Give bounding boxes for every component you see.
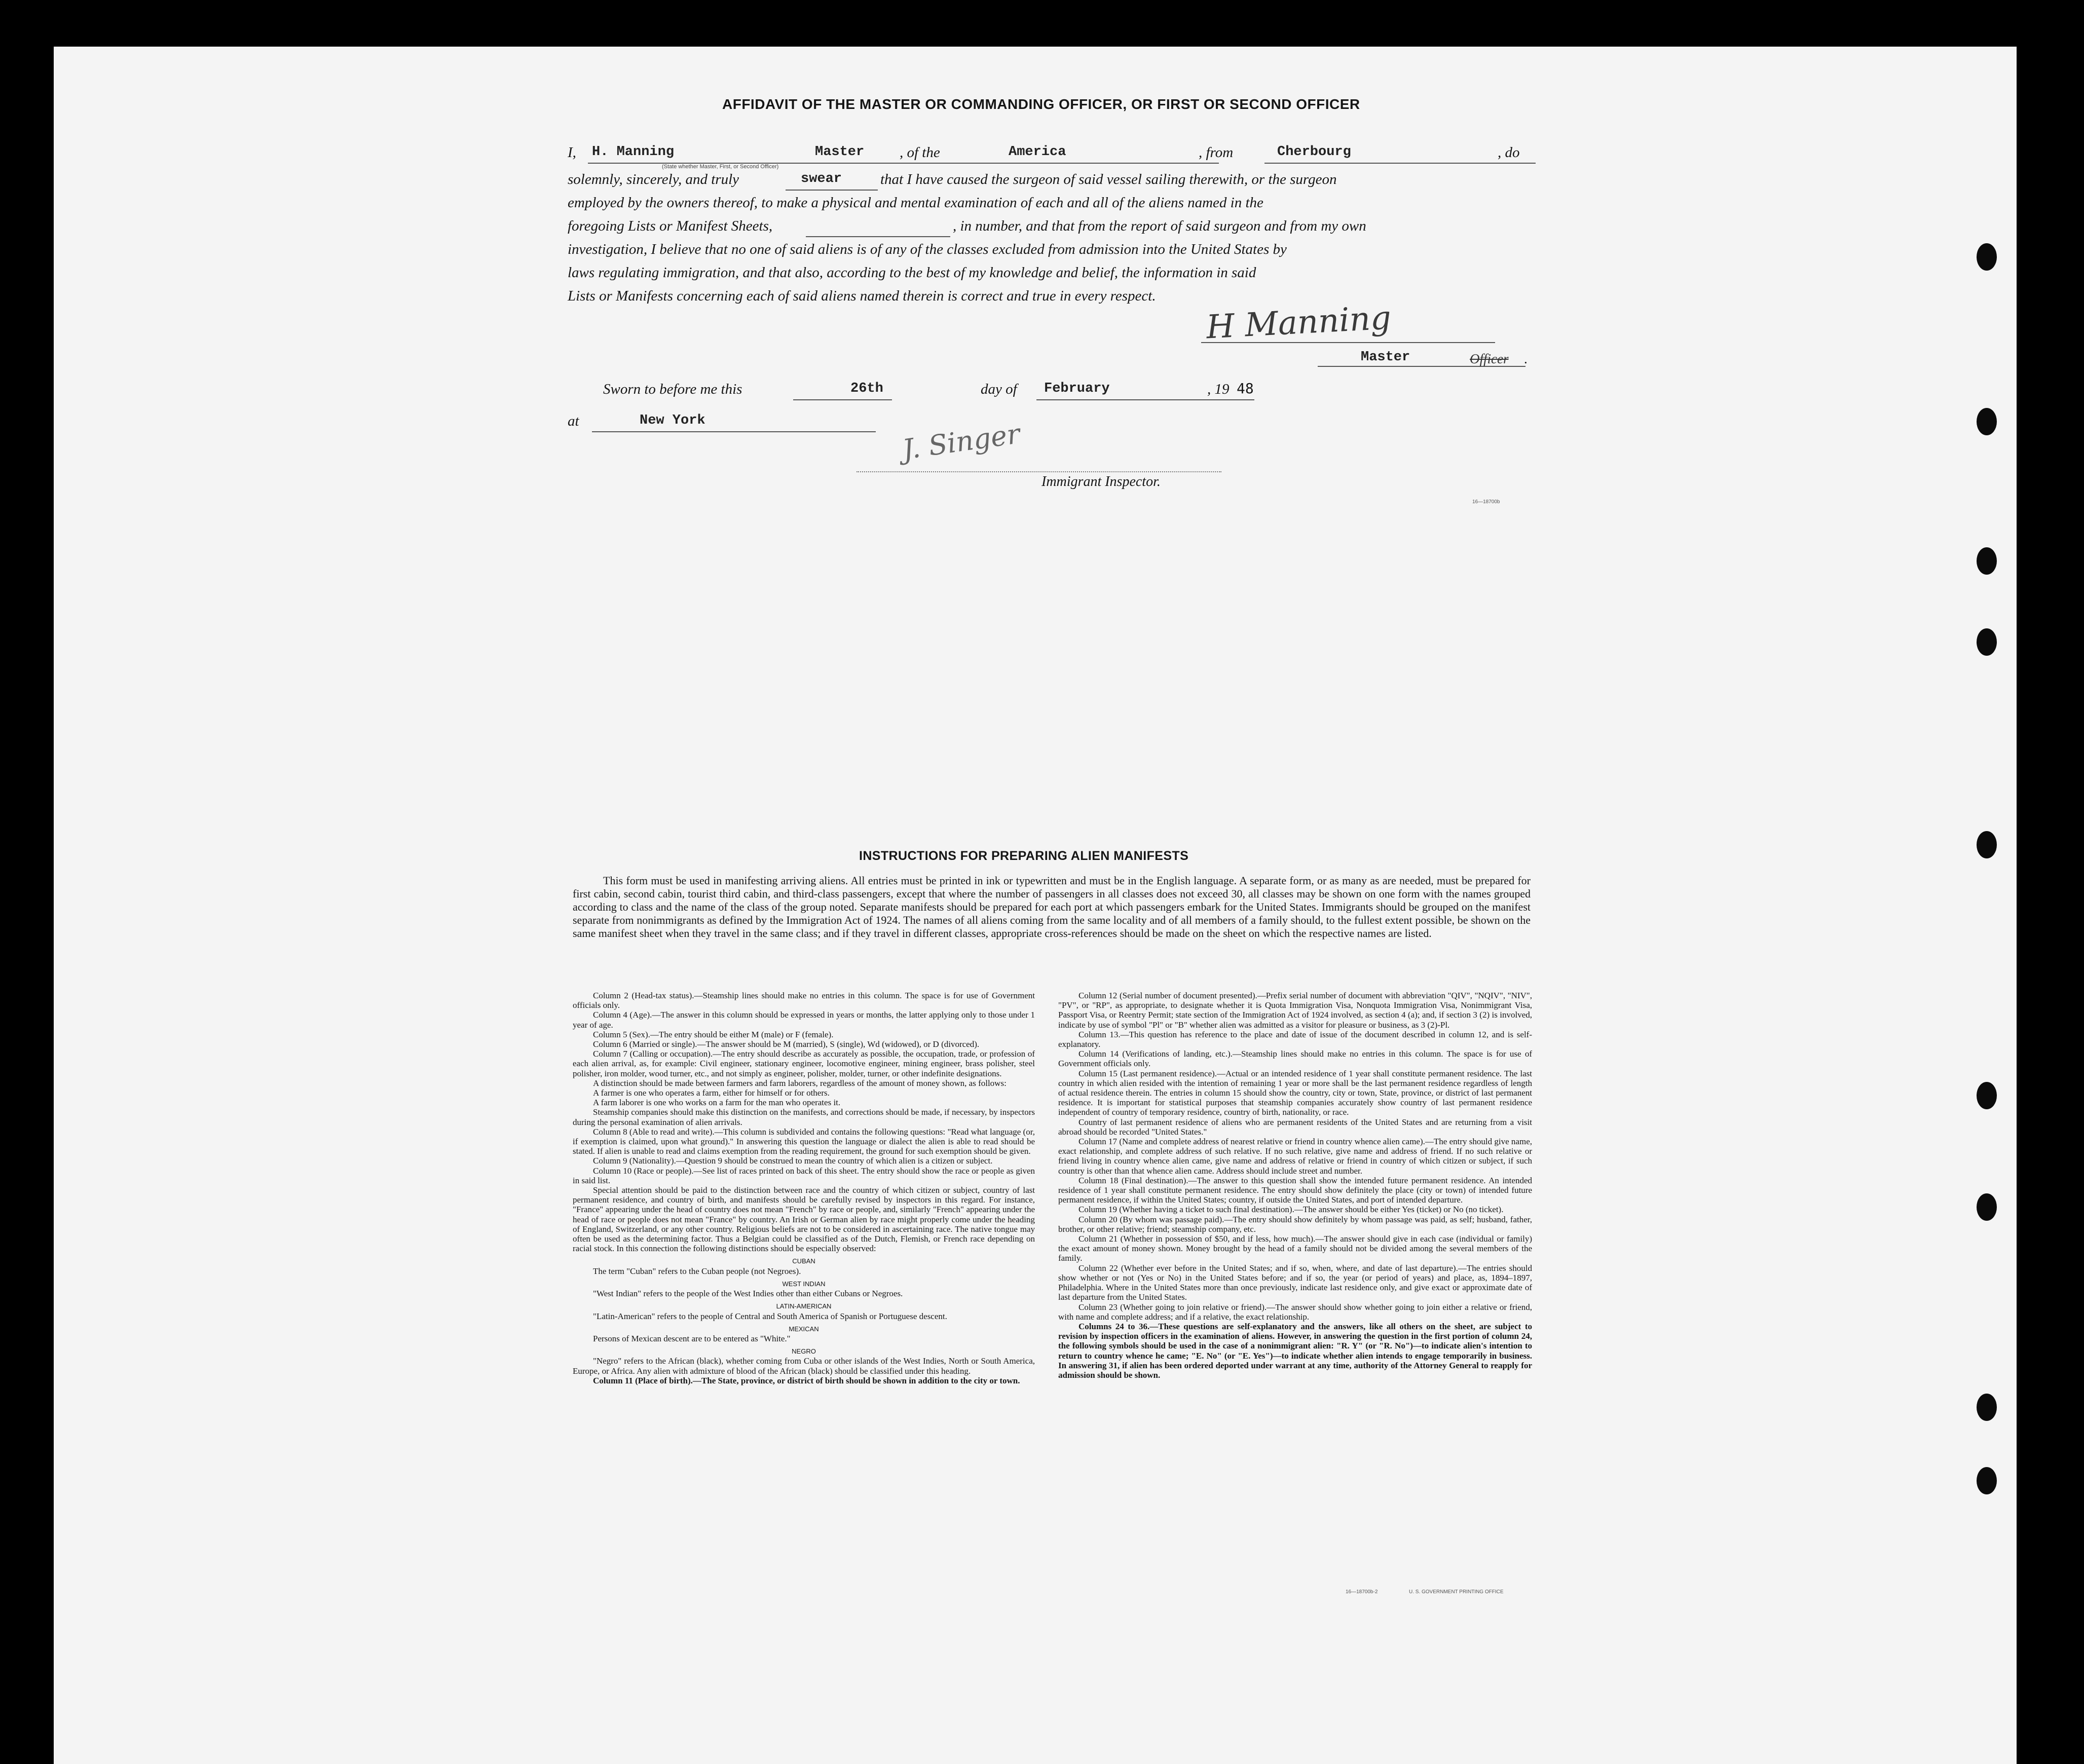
instructions-title: INSTRUCTIONS FOR PREPARING ALIEN MANIFESTS (859, 849, 1189, 863)
instruction-paragraph: Column 4 (Age).—The answer in this column should be expressed in years or months, the latter applying only to those under 1 year of age. (573, 1010, 1035, 1030)
binder-hole (1977, 408, 1997, 435)
at-label: at (568, 413, 579, 429)
footer-printer: U. S. GOVERNMENT PRINTING OFFICE (1409, 1589, 1504, 1595)
instructions-intro: This form must be used in manifesting arriving aliens. All entries must be printed in ink or typewritten and must be in the English language. A separate form, or as many as are needed, must be prepared for first cabin, second cabin, tourist third cabin, and third-class passengers, except that where the number of passengers in all classes does not exceed 30, all classes may be shown on one form with the names grouped according to class and the name of the class of the group noted. Separate manifests should be prepared for each port at which passengers embark for the United States. Immigrants should be grouped on the manifest separate from nonimmigrants as defined by the Immigration Act of 1924. The names of all aliens coming from the same locality and of all members of a family should, to the fullest extent possible, be shown on the same manifest sheet when they travel in the same class; and if they travel in different classes, appropriate cross-references should be made on the sheet on which the respective names are listed. (573, 874, 1531, 940)
definition-text: Persons of Mexican descent are to be entered as "White." (593, 1333, 791, 1343)
instruction-paragraph: Steamship companies should make this distinction on the manifests, and corrections should be made, if necessary, by inspectors during the personal examination of alien arrivals. (573, 1107, 1035, 1127)
affidavit-line-4 (568, 218, 1531, 240)
footer-code: 16—18700b-2 (1346, 1589, 1378, 1595)
definition-heading: CUBAN (792, 1257, 815, 1265)
instruction-paragraph: Column 13.—This question has reference to the place and date of issue of the document described in column 12, and is self-explanatory. (1058, 1029, 1532, 1049)
instruction-paragraph: Column 5 (Sex).—The entry should be either M (male) or F (female). (593, 1029, 834, 1039)
line2-end: that I have caused the surgeon of said vessel sailing therewith, or the surgeon (880, 171, 1337, 187)
line4-end: , in number, and that from the report of said surgeon and from my own (953, 218, 1366, 234)
day-underline (793, 399, 892, 400)
vessel-name: America (1009, 144, 1066, 160)
instruction-paragraph: Column 14 (Verifications of landing, etc.).—Steamship lines should make no entries in this column. The space is for use of Government officials only. (1058, 1049, 1532, 1069)
definition-heading: MEXICAN (789, 1325, 819, 1333)
affidavit-line-3: employed by the owners thereof, to make a physical and mental examination of each and all of the aliens named in the (568, 195, 1263, 211)
month-underline (1036, 399, 1254, 400)
day-of-label: day of (981, 381, 1017, 397)
affidavit-line-7: Lists or Manifests concerning each of said aliens named therein is correct and true in every respect. (568, 288, 1156, 304)
instruction-paragraph: Column 21 (Whether in possession of $50, and if less, how much).—The answer should give in each case (individual or family) the exact amount of money shown. Money brought by the head of a family should not be divided among the several members of the family. (1058, 1234, 1532, 1263)
sig-title-struck: Officer (1470, 351, 1509, 366)
binder-hole (1977, 1394, 1997, 1421)
sworn-place: New York (640, 413, 705, 428)
instruction-paragraph: Column 18 (Final destination).—The answer to this question shall show the intended future permanent residence. An intended residence of 1 year shall constitute permanent residence. The entry should show definitely the place (city or town) of intended future permanent residence, if within the United States; country, if outside the United States, and port of intended departure. (1058, 1175, 1532, 1205)
instruction-paragraph: Column 19 (Whether having a ticket to such final destination).—The answer should be either Yes (ticket) or No (no ticket). (1078, 1205, 1504, 1215)
binder-hole (1977, 628, 1997, 656)
port-underline (1264, 163, 1536, 164)
instruction-paragraph: Column 9 (Nationality).—Question 9 should be construed to mean the country of which alien is a citizen or subject. (593, 1156, 993, 1166)
vessel-underline (965, 163, 1219, 164)
instruction-paragraph: A farm laborer is one who works on a farm for the man who operates it. (593, 1098, 841, 1108)
instruction-paragraph: Columns 24 to 36.—These questions are self-explanatory and the answers, like all others on the sheet, are subject to revision by inspection officers in the examination of aliens. However, in answering the question in the first portion of column 24, the following symbols should be used in the case of a nonimmigrant alien: "R. Y" (or "R. No")—to indicate alien's intention to return to country whence he came; "E. No" (or "E. Yes")—to indicate whether alien intends to engage temporarily in business. In answering 31, if alien has been ordered deported under warrant at any time, authority of the Attorney General to reapply for admission should be shown. (1058, 1321, 1532, 1380)
instruction-paragraph: Column 15 (Last permanent residence).—Actual or an intended residence of 1 year shall constitute permanent residence. The last country in which alien resided with the intention of remaining 1 year or more shall be the last permanent residence regardless of length of actual residence therein. The entries in column 15 should show the country, city or town, State, province, or district of last permanent residence. It is important for statistical purposes that steamship companies accurately show country of last permanent residence independent of country of temporary residence, country of birth, nationality, or race. (1058, 1068, 1532, 1117)
line2-start: solemnly, sincerely, and truly (568, 171, 739, 187)
affidavit-title: AFFIDAVIT OF THE MASTER OR COMMANDING OFFICER, OR FIRST OR SECOND OFFICER (722, 96, 1360, 112)
officer-rank: Master (815, 144, 865, 160)
from-label: , from (1199, 144, 1234, 161)
master-signature: H Manning (1205, 299, 1392, 347)
sworn-month: February (1044, 381, 1110, 396)
rank-note: (State whether Master, First, or Second Officer) (662, 164, 779, 170)
definition-heading: LATIN-AMERICAN (776, 1302, 832, 1310)
definition-heading: WEST INDIAN (782, 1280, 826, 1288)
do-label: , do (1498, 144, 1520, 161)
definition-text: "West Indian" refers to the people of the West Indies other than either Cubans or Negroes. (593, 1289, 903, 1299)
inspector-signature: J. Singer (900, 418, 1022, 466)
instruction-paragraph: Column 2 (Head-tax status).—Steamship lines should make no entries in this column. The space is for use of Government officials only. (573, 991, 1035, 1010)
instruction-paragraph: Special attention should be paid to the distinction between race and the country of which citizen or subject, country of last permanent residence, and country of birth, and manifests should be carefully revised by inspectors in this regard. For instance, "France" appearing under the head of country does not mean "French" by race or people, and, similarly "French" appearing under the head of race or people does not mean "France" by country. An Irish or German alien by race might properly come under the heading of England, Switzerland, or any other country. Religious beliefs are not to be considered in ascertaining race. The native tongue may often be used as the determining factor. Thus a Belgian could be classified as of the Dutch, Flemish, or French race depending on racial stock. In this connection the following distinctions should be especially observed: (573, 1185, 1035, 1254)
instructions-left-column (573, 991, 1035, 1385)
definition-text: The term "Cuban" refers to the Cuban people (not Negroes). (593, 1266, 801, 1276)
instruction-paragraph: Column 6 (Married or single).—The answer should be M (married), S (single), Wd (widowed), or D (divorced). (593, 1039, 980, 1049)
year-suffix: 48 (1237, 380, 1254, 397)
sig-title: Master (1361, 350, 1410, 365)
i-label: I, (568, 144, 576, 161)
instruction-paragraph: Column 20 (By whom was passage paid).—The entry should show definitely by whom passage was paid, as self; husband, father, brother, or other relative; friend; steamship company, etc. (1058, 1214, 1532, 1234)
instruction-paragraph: A farmer is one who operates a farm, either for himself or for others. (593, 1088, 830, 1098)
inspector-title: Immigrant Inspector. (1041, 474, 1161, 490)
oath-word: swear (801, 171, 842, 186)
oath-underline (786, 190, 878, 191)
definition-heading: NEGRO (792, 1347, 816, 1356)
of-the-label: , of the (900, 144, 940, 161)
instruction-paragraph: Column 10 (Race or people).—See list of races printed on back of this sheet. The entry should show the race or people as given in said list. (573, 1166, 1035, 1185)
sworn-line (603, 381, 1566, 403)
count-underline (806, 236, 950, 237)
instruction-paragraph: Column 22 (Whether ever before in the United States; and if so, when, where, and date of last departure).—The entries should show whether or not (Yes or No) in the United States before; and if so, the year (or period of years) and place, as, 1894–1897, Philadelphia. Where in the United States more than once previously, indicate last residence only, and give exact or approximate date of last departure from the United States. (1058, 1263, 1532, 1302)
definition-text: "Latin-American" refers to the people of Central and South America of Spanish or Portuguese descent. (593, 1311, 947, 1321)
sworn-day: 26th (850, 381, 883, 396)
definition-text: "Negro" refers to the African (black), whether coming from Cuba or other islands of the West Indies, North or South America, Europe, or Africa. Any alien with admixture of blood of the African (black) should be classified under this heading. (573, 1356, 1035, 1376)
binder-hole (1977, 1193, 1997, 1221)
instruction-paragraph: A distinction should be made between farmers and farm laborers, regardless of the amount of money shown, as follows: (593, 1078, 1007, 1088)
line4-start: foregoing Lists or Manifest Sheets, (568, 218, 773, 234)
year-prefix: , 19 (1207, 381, 1230, 397)
instruction-paragraph: Column 11 (Place of birth).—The State, province, or district of birth should be shown in addition to the city or town. (593, 1375, 1020, 1385)
affidavit-line-5: investigation, I believe that no one of said aliens is of any of the classes excluded from admission into the United States by (568, 241, 1287, 257)
binder-hole (1977, 831, 1997, 858)
instruction-paragraph: Country of last permanent residence of aliens who are permanent residents of the United States and are returning from a visit abroad should be recorded "United States." (1058, 1117, 1532, 1137)
sworn-label: Sworn to before me this (603, 381, 742, 397)
binder-hole (1977, 1082, 1997, 1109)
instructions-right-column (1058, 991, 1532, 1380)
affidavit-line-1 (568, 144, 1531, 170)
port-from: Cherbourg (1277, 144, 1351, 160)
affidavit-line-2 (568, 171, 1531, 194)
binder-hole (1977, 243, 1997, 271)
signature-underline (1201, 342, 1495, 343)
officer-name: H. Manning (592, 144, 675, 160)
instruction-paragraph: Column 17 (Name and complete address of nearest relative or friend in country whence alien came).—The entry should give name, exact relationship, and complete address of such relative. If no such relative, give name and address of friend. If no such relative or friend living in country whence alien came, give name and address of relative or friend in country of which citizen or subject, if such country is other than that whence alien came. Address should include street and number. (1058, 1137, 1532, 1176)
place-underline (592, 431, 876, 432)
instruction-paragraph: Column 12 (Serial number of document presented).—Prefix serial number of document with abbreviation "QIV", "NQIV", "NIV", "PV", or "RP", as appropriate, to designate whether it is Quota Immigration Visa, Nonquota Immigration Visa, Nonimmigrant Visa, Passport Visa, or Reentry Permit; state section of the Immigration Act of 1924 involved, as section 4 (a); and, if section 3 (2) is involved, indicate by use of symbol "Pl" or "B" whether alien was admitted as a visitor for pleasure or business, as 3 (2)-Pl. (1058, 991, 1532, 1030)
form-code: 16—18700b (1472, 499, 1500, 505)
binder-hole (1977, 1467, 1997, 1494)
binder-hole (1977, 547, 1997, 575)
affidavit-line-6: laws regulating immigration, and that also, according to the best of my knowledge and belief, the information in said (568, 265, 1256, 281)
instruction-paragraph: Column 23 (Whether going to join relative or friend).—The answer should show whether going to join either a relative or friend, with name and complete address; and if a relative, the exact relationship. (1058, 1302, 1532, 1322)
sig-period: . (1524, 351, 1528, 366)
inspector-underline (857, 471, 1221, 472)
instruction-paragraph: Column 7 (Calling or occupation).—The entry should describe as accurately as possible, the occupation, trade, or profession of each alien arrival, as, for example: Civil engineer, stationary engineer, locomotive engineer, mining engineer, brass polisher, steel polisher, iron molder, wood turner, etc., and not simply as engineer, polisher, molder, turner, or other indefinite designations. (573, 1049, 1035, 1078)
place-line (568, 413, 1531, 435)
instruction-paragraph: Column 8 (Able to read and write).—This column is subdivided and contains the following questions: "Read what language (or, if exemption is claimed, upon what ground)." In answering this question the language or dialect the alien is able to read should be stated. If alien is unable to read and claims exemption from the reading requirement, the ground for such exemption should be given. (573, 1127, 1035, 1156)
